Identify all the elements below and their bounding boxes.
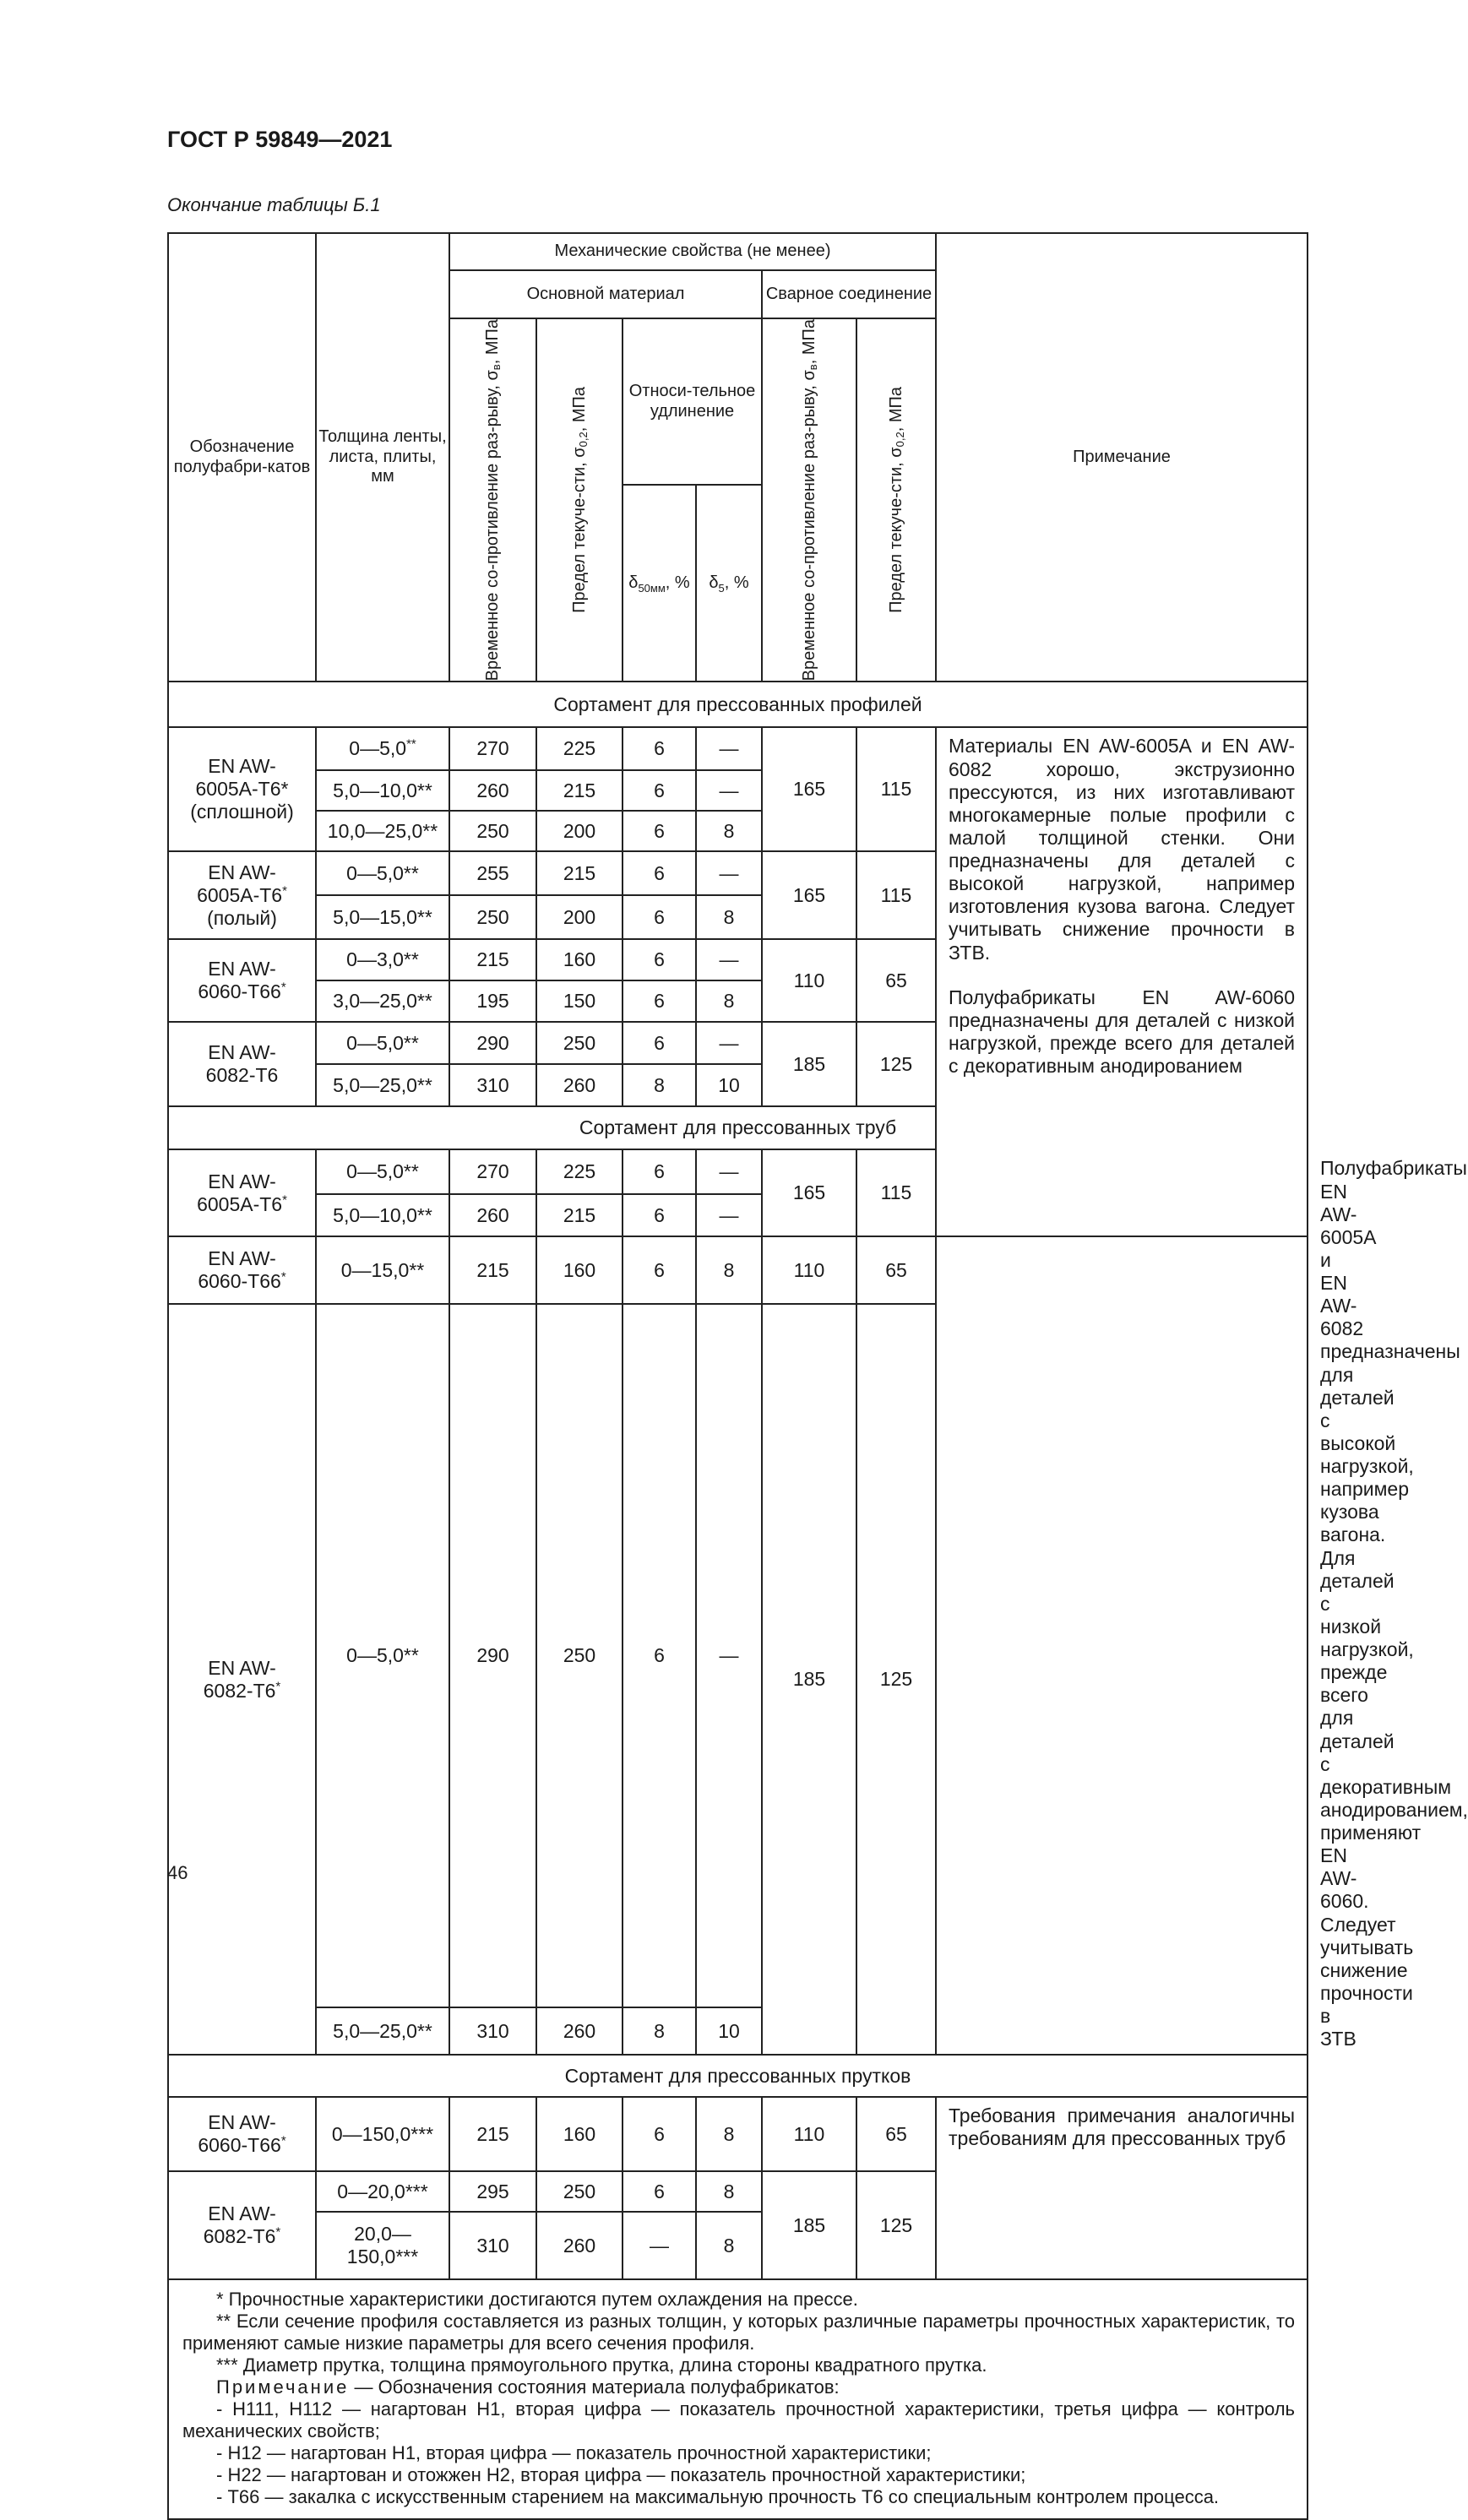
designation-cell: EN AW- 6082-Т6* (168, 1304, 316, 2055)
value-cell: 270 (449, 1149, 536, 1194)
thickness-cell: 0—5,0** (316, 1149, 449, 1194)
value-cell: 6 (623, 939, 696, 980)
thickness-cell: 0—5,0** (316, 851, 449, 895)
footnotes-block (168, 2279, 1308, 2519)
value-cell: 215 (449, 2097, 536, 2171)
value-cell: 160 (536, 1236, 623, 1304)
note-bars: Требования примечания аналогичны требованиям для прессованных труб (936, 2097, 1308, 2279)
value-cell: 160 (536, 2097, 623, 2171)
table-row: EN AW- 6005А-Т6* 0—5,0** 270 225 6 — 165 115 Полуфабрикаты EN AW-6005A и EN AW-6082 предназначены для деталей с высокой нагрузкой, например кузова вагона. Для деталей с низкой нагрузкой, прежде всего для деталей с декоративным анодированием, применяют EN AW-6060. Следует учитывать снижение прочности в ЗТВ (168, 1149, 1308, 1194)
header-tensile: Временное со-противление раз-рыву, $\sigma_в$, МПа (449, 318, 536, 682)
header-base-material: Основной материал (449, 270, 762, 318)
value-cell: 8 (696, 2212, 762, 2279)
note-item: - H12 — нагартован H1, вторая цифра — показатель прочностной характеристики; (216, 2441, 932, 2463)
properties-table (167, 232, 1468, 2520)
note-profiles: Материалы EN AW-6005A и EN AW-6082 хорошо, экструзионно прессуются, из них изготавливают многокамерные полые профили с малой толщиной стенки. Они предназначены для деталей с высокой нагрузкой, например изготовления кузова вагона. Следует учитывать снижение прочности в ЗТВ. Полуфабрикаты EN AW-6060 предназначены для деталей с низкой нагрузкой, прежде всего для деталей с декоративным анодированием (936, 727, 1308, 1236)
value-cell: 260 (449, 1194, 536, 1236)
weld-value-cell: 65 (856, 1236, 936, 1304)
value-cell: 195 (449, 980, 536, 1022)
value-cell: 10 (696, 1064, 762, 1106)
value-cell: 290 (449, 1304, 536, 2007)
header-designation: Обозначение полуфабри-катов (168, 233, 316, 682)
section-title-bars: Сортамент для прессованных прутков (168, 2055, 1308, 2097)
header-weld-tensile: Временное со-противление раз-рыву, $\sigma_в$, МПа (762, 318, 856, 682)
weld-value-cell: 115 (856, 1149, 936, 1236)
value-cell: — (696, 727, 762, 770)
page-number: 46 (167, 1862, 188, 1883)
section-title-profiles: Сортамент для прессованных профилей (168, 682, 1308, 727)
value-cell: 6 (623, 1236, 696, 1304)
table-row (168, 1236, 1308, 1304)
thickness-cell: 5,0—25,0** (316, 2007, 449, 2055)
value-cell: 250 (449, 895, 536, 939)
thickness-cell: 0—150,0*** (316, 2097, 449, 2171)
note-item: - H22 — нагартован и отожжен H2, вторая цифра — показатель прочностной характеристики; (216, 2463, 1026, 2485)
designation-cell: EN AW- 6060-Т66* (168, 2097, 316, 2171)
value-cell: 215 (449, 939, 536, 980)
weld-value-cell: 110 (762, 1236, 856, 1304)
value-cell: — (696, 1304, 762, 2007)
thickness-cell: 0—3,0** (316, 939, 449, 980)
designation-cell: EN AW- 6082-Т6* (168, 2171, 316, 2279)
section-title-tubes: Сортамент для прессованных труб (168, 1106, 1308, 1149)
note-heading: Примечание — Обозначения состояния материала полуфабрикатов: (216, 2376, 840, 2398)
value-cell: 215 (536, 1194, 623, 1236)
value-cell: 225 (536, 1149, 623, 1194)
weld-value-cell: 65 (856, 2097, 936, 2171)
value-cell: 6 (623, 811, 696, 851)
designation-cell: EN AW- 6005А-Т6* (полый) (168, 851, 316, 939)
value-cell: — (623, 2212, 696, 2279)
weld-value-cell: 125 (856, 1022, 936, 1106)
value-cell: 215 (449, 1236, 536, 1304)
value-cell: 8 (696, 1236, 762, 1304)
thickness-cell: 20,0— 150,0*** (316, 2212, 449, 2279)
weld-value-cell: 115 (856, 727, 936, 851)
value-cell: 260 (536, 1064, 623, 1106)
value-cell: — (696, 1022, 762, 1064)
thickness-cell: 0—20,0*** (316, 2171, 449, 2212)
thickness-cell: 3,0—25,0** (316, 980, 449, 1022)
value-cell: 260 (536, 2212, 623, 2279)
weld-value-cell: 185 (762, 1304, 856, 2055)
value-cell: — (696, 939, 762, 980)
footnote: *** Диаметр прутка, толщина прямоугольного прутка, длина стороны квадратного прутка. (216, 2354, 987, 2376)
value-cell: 215 (536, 770, 623, 811)
header-delta5: $\delta_5$, % (696, 485, 762, 682)
value-cell: 290 (449, 1022, 536, 1064)
document-header: ГОСТ Р 59849—2021 (167, 127, 393, 152)
value-cell: 270 (449, 727, 536, 770)
value-cell: 200 (536, 811, 623, 851)
value-cell: 8 (623, 2007, 696, 2055)
header-thickness: Толщина ленты, листа, плиты, мм (316, 233, 449, 682)
value-cell: 225 (536, 727, 623, 770)
value-cell: — (696, 770, 762, 811)
value-cell: 6 (623, 1304, 696, 2007)
value-cell: 6 (623, 980, 696, 1022)
thickness-cell: 5,0—15,0** (316, 895, 449, 939)
weld-value-cell: 185 (762, 2171, 856, 2279)
weld-value-cell: 165 (762, 727, 856, 851)
designation-cell: EN AW- 6005А-Т6* (168, 1149, 316, 1236)
table-row (168, 727, 1308, 770)
header-delta50: $\delta_{50мм}$, % (623, 485, 696, 682)
value-cell: 260 (449, 770, 536, 811)
note-item: - H111, H112 — нагартован H1, вторая цифра — показатель прочностной характеристики, третья цифра — контроль механических свойств; (182, 2398, 1296, 2441)
table-row (168, 2007, 1308, 2055)
weld-value-cell: 110 (762, 2097, 856, 2171)
value-cell: 255 (449, 851, 536, 895)
weld-value-cell: 165 (762, 1149, 856, 1236)
value-cell: 310 (449, 1064, 536, 1106)
value-cell: 6 (623, 895, 696, 939)
value-cell: 8 (623, 1064, 696, 1106)
thickness-cell: 0—5,0** (316, 727, 449, 770)
thickness-cell: 5,0—10,0** (316, 1194, 449, 1236)
value-cell: 6 (623, 2097, 696, 2171)
weld-value-cell: 165 (762, 851, 856, 939)
header-note: Примечание (936, 233, 1308, 682)
value-cell: 8 (696, 980, 762, 1022)
weld-value-cell: 125 (856, 2171, 936, 2279)
table-row (168, 1304, 1308, 2007)
value-cell: 6 (623, 851, 696, 895)
designation-cell: EN AW- 6060-Т66* (168, 1236, 316, 1304)
value-cell: 150 (536, 980, 623, 1022)
designation-cell: EN AW- 6082-Т6 (168, 1022, 316, 1106)
table-caption: Окончание таблицы Б.1 (167, 194, 381, 215)
table-row (168, 2097, 1308, 2171)
header-mechanical: Механические свойства (не менее) (449, 233, 936, 270)
header-elongation: Относи-тельное удлинение (623, 318, 762, 485)
header-weld-yield: Предел текуче-сти, $\sigma_{0,2}$, МПа (856, 318, 936, 682)
weld-value-cell: 125 (856, 1304, 936, 2055)
weld-value-cell: 65 (856, 939, 936, 1022)
thickness-cell: 0—15,0** (316, 1236, 449, 1304)
value-cell: 8 (696, 811, 762, 851)
footnote: ** Если сечение профиля составляется из разных толщин, у которых различные параметры прочностных характеристик, то применяют самые низкие параметры для всего сечения профиля. (182, 2311, 1296, 2354)
value-cell: 260 (536, 2007, 623, 2055)
value-cell: 10 (696, 2007, 762, 2055)
weld-value-cell: 115 (856, 851, 936, 939)
note-item: - Т66 — закалка с искусственным старением на максимальную прочность Т6 со специальным контролем процесса. (216, 2485, 1220, 2507)
designation-cell: EN AW- 6005А-Т6* (сплошной) (168, 727, 316, 851)
value-cell: 250 (536, 1304, 623, 2007)
value-cell: — (696, 1194, 762, 1236)
header-weld: Сварное соединение (762, 270, 936, 318)
value-cell: — (696, 1149, 762, 1194)
weld-value-cell: 185 (762, 1022, 856, 1106)
thickness-cell: 0—5,0** (316, 1022, 449, 1064)
value-cell: — (696, 851, 762, 895)
value-cell: 310 (449, 2007, 536, 2055)
value-cell: 250 (536, 2171, 623, 2212)
thickness-cell: 0—5,0** (316, 1304, 449, 2007)
value-cell: 215 (536, 851, 623, 895)
weld-value-cell: 110 (762, 939, 856, 1022)
thickness-cell: 10,0—25,0** (316, 811, 449, 851)
value-cell: 200 (536, 895, 623, 939)
thickness-cell: 5,0—10,0** (316, 770, 449, 811)
value-cell: 310 (449, 2212, 536, 2279)
value-cell: 8 (696, 2097, 762, 2171)
footnote: * Прочностные характеристики достигаются путем охлаждения на прессе. (216, 2289, 858, 2311)
thickness-cell: 5,0—25,0** (316, 1064, 449, 1106)
value-cell: 6 (623, 1149, 696, 1194)
value-cell: 6 (623, 770, 696, 811)
value-cell: 8 (696, 895, 762, 939)
designation-cell: EN AW- 6060-Т66* (168, 939, 316, 1022)
value-cell: 250 (449, 811, 536, 851)
header-yield: Предел текуче-сти, $\sigma_{0,2}$, МПа (536, 318, 623, 682)
value-cell: 6 (623, 1194, 696, 1236)
value-cell: 6 (623, 1022, 696, 1064)
value-cell: 250 (536, 1022, 623, 1064)
value-cell: 6 (623, 2171, 696, 2212)
value-cell: 8 (696, 2171, 762, 2212)
value-cell: 295 (449, 2171, 536, 2212)
value-cell: 160 (536, 939, 623, 980)
value-cell: 6 (623, 727, 696, 770)
